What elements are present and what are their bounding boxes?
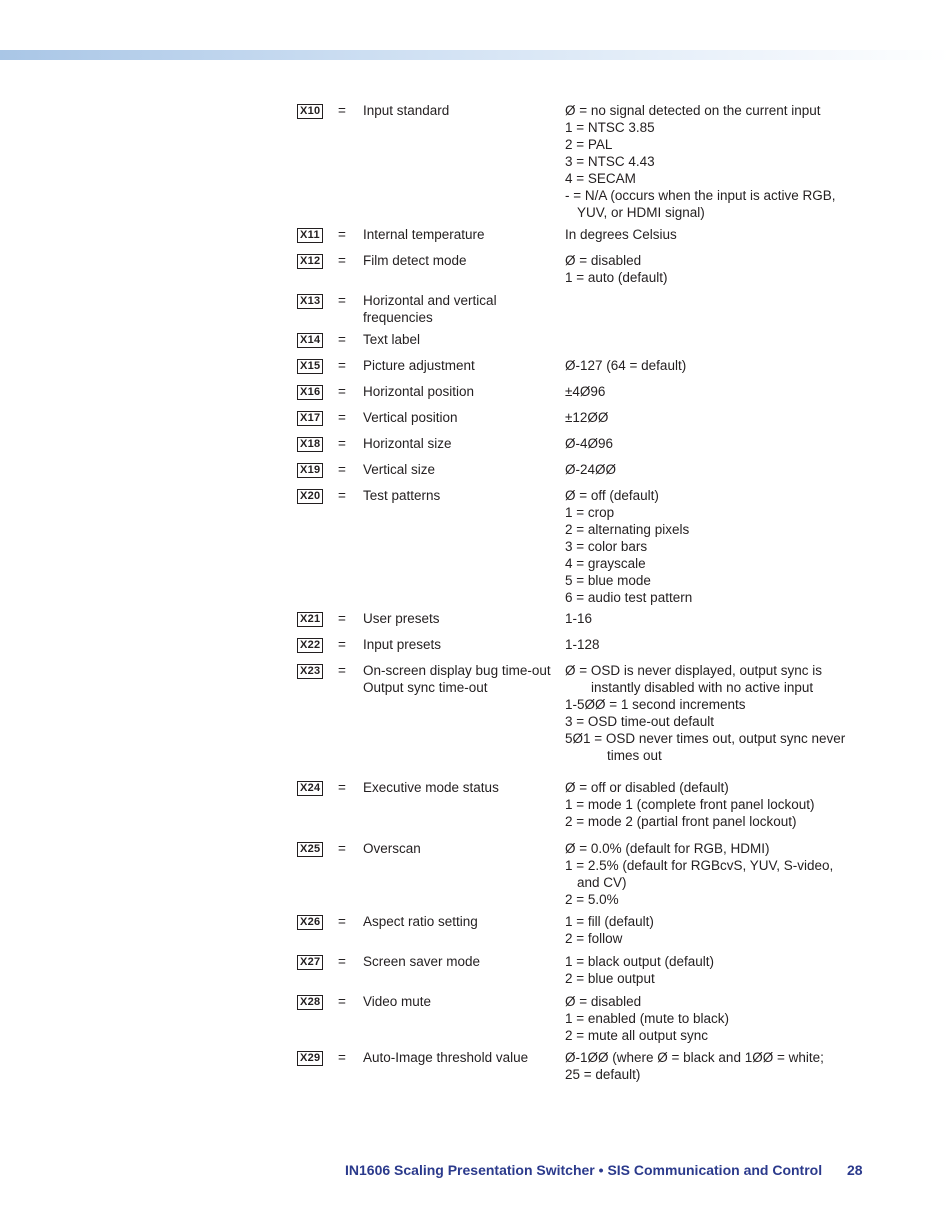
variable-key-box: X10: [297, 104, 323, 119]
variable-key-box: X25: [297, 842, 323, 857]
value-line: 2 = follow: [565, 931, 623, 946]
description-line: Vertical position: [363, 410, 458, 425]
variable-key-box: X14: [297, 333, 323, 348]
description-line: Horizontal position: [363, 384, 475, 399]
value-line: Ø = disabled: [565, 253, 642, 268]
variable-key-box: X17: [297, 411, 323, 426]
value-line: Ø-127 (64 = default): [565, 358, 687, 373]
value-line: 1 = crop: [565, 505, 615, 520]
equals-sign: =: [338, 410, 346, 425]
variable-values: [565, 435, 865, 452]
variable-values: [565, 913, 865, 947]
variable-values: [565, 383, 865, 400]
description-line: Input presets: [363, 637, 442, 652]
value-line: - = N/A (occurs when the input is active RGB,: [565, 188, 836, 203]
value-line: 1 = NTSC 3.85: [565, 120, 655, 135]
value-line: 2 = mode 2 (partial front panel lockout): [565, 814, 797, 829]
value-line: 1 = 2.5% (default for RGBcvS, YUV, S-video,: [565, 858, 834, 873]
description-line: Executive mode status: [363, 780, 499, 795]
value-line: 3 = color bars: [565, 539, 648, 554]
description-line: Aspect ratio setting: [363, 914, 478, 929]
variable-description: [363, 331, 558, 348]
variable-description: [363, 487, 558, 504]
variable-description: [363, 409, 558, 426]
value-line: Ø-24ØØ: [565, 462, 617, 477]
variable-key-box: X16: [297, 385, 323, 400]
variable-values: [565, 993, 865, 1044]
variable-description: [363, 610, 558, 627]
variable-key-box: X13: [297, 294, 323, 309]
description-line: User presets: [363, 611, 440, 626]
value-line: 1-128: [565, 637, 600, 652]
variable-description: [363, 913, 558, 930]
value-line: 2 = mute all output sync: [565, 1028, 708, 1043]
equals-sign: =: [338, 384, 346, 399]
equals-sign: =: [338, 994, 346, 1009]
value-line: 1 = fill (default): [565, 914, 654, 929]
description-line: Horizontal and vertical: [363, 293, 497, 308]
variable-description: [363, 383, 558, 400]
value-line: 3 = OSD time-out default: [565, 714, 714, 729]
variable-description: [363, 102, 558, 119]
variable-description: [363, 840, 558, 857]
variable-values: [565, 487, 865, 606]
variable-values: [565, 357, 865, 374]
variable-key-box: X24: [297, 781, 323, 796]
value-line: 2 = alternating pixels: [565, 522, 690, 537]
variable-key-box: X18: [297, 437, 323, 452]
page-number: 28: [847, 1162, 863, 1178]
value-line: 2 = 5.0%: [565, 892, 619, 907]
description-line: Auto-Image threshold value: [363, 1050, 529, 1065]
variable-key-box: X27: [297, 955, 323, 970]
description-line: Picture adjustment: [363, 358, 475, 373]
equals-sign: =: [338, 663, 346, 678]
value-line: 3 = NTSC 4.43: [565, 154, 655, 169]
description-line: Film detect mode: [363, 253, 467, 268]
variable-values: [565, 636, 865, 653]
variable-values: [565, 779, 865, 830]
variable-values: [565, 409, 865, 426]
variable-key-box: X28: [297, 995, 323, 1010]
value-line: 5 = blue mode: [565, 573, 651, 588]
variable-key-box: X20: [297, 489, 323, 504]
value-line: 4 = grayscale: [565, 556, 646, 571]
value-line: 6 = audio test pattern: [565, 590, 693, 605]
equals-sign: =: [338, 293, 346, 308]
variable-values: [565, 662, 865, 764]
value-line: 1 = mode 1 (complete front panel lockout): [565, 797, 815, 812]
variable-description: [363, 226, 558, 243]
equals-sign: =: [338, 436, 346, 451]
variable-key-box: X21: [297, 612, 323, 627]
variable-values: [565, 610, 865, 627]
value-line: 1 = auto (default): [565, 270, 668, 285]
variable-key-box: X26: [297, 915, 323, 930]
variable-values: [565, 226, 865, 243]
variable-values: [565, 953, 865, 987]
value-line: Ø = no signal detected on the current input: [565, 103, 821, 118]
description-line: Video mute: [363, 994, 432, 1009]
value-line: Ø-1ØØ (where Ø = black and 1ØØ = white;: [565, 1050, 824, 1065]
description-line: Screen saver mode: [363, 954, 481, 969]
variable-description: [363, 993, 558, 1010]
description-line: Output sync time-out: [363, 680, 488, 695]
variable-description: [363, 252, 558, 269]
variable-description: [363, 435, 558, 452]
value-line: 5Ø1 = OSD never times out, output sync never: [565, 731, 846, 746]
value-line: instantly disabled with no active input: [591, 680, 814, 695]
description-line: Vertical size: [363, 462, 436, 477]
equals-sign: =: [338, 488, 346, 503]
value-line: Ø = off (default): [565, 488, 659, 503]
description-line: Internal temperature: [363, 227, 485, 242]
variable-description: [363, 636, 558, 653]
value-line: Ø-4Ø96: [565, 436, 614, 451]
variable-description: [363, 662, 558, 696]
value-line: 1 = enabled (mute to black): [565, 1011, 729, 1026]
description-line: Overscan: [363, 841, 421, 856]
equals-sign: =: [338, 611, 346, 626]
variable-description: [363, 357, 558, 374]
equals-sign: =: [338, 841, 346, 856]
equals-sign: =: [338, 103, 346, 118]
value-line: In degrees Celsius: [565, 227, 677, 242]
variable-description: [363, 953, 558, 970]
equals-sign: =: [338, 358, 346, 373]
equals-sign: =: [338, 780, 346, 795]
value-line: Ø = OSD is never displayed, output sync is: [565, 663, 822, 678]
variable-description: [363, 292, 558, 326]
variable-key-box: X11: [297, 228, 323, 243]
equals-sign: =: [338, 637, 346, 652]
variable-values: [565, 1049, 865, 1083]
value-line: Ø = disabled: [565, 994, 642, 1009]
variable-values: [565, 252, 865, 286]
description-line: On-screen display bug time-out: [363, 663, 551, 678]
value-line: ±4Ø96: [565, 384, 606, 399]
variable-description: [363, 461, 558, 478]
variable-key-box: X29: [297, 1051, 323, 1066]
description-line: frequencies: [363, 310, 433, 325]
equals-sign: =: [338, 227, 346, 242]
value-line: 2 = blue output: [565, 971, 655, 986]
variable-values: [565, 461, 865, 478]
value-line: ±12ØØ: [565, 410, 609, 425]
equals-sign: =: [338, 332, 346, 347]
variable-description: [363, 1049, 558, 1066]
value-line: Ø = 0.0% (default for RGB, HDMI): [565, 841, 770, 856]
description-line: Test patterns: [363, 488, 441, 503]
equals-sign: =: [338, 914, 346, 929]
value-line: times out: [607, 748, 662, 763]
variable-key-box: X23: [297, 664, 323, 679]
value-line: and CV): [577, 875, 627, 890]
value-line: 4 = SECAM: [565, 171, 636, 186]
equals-sign: =: [338, 954, 346, 969]
footer-title: IN1606 Scaling Presentation Switcher • SIS Communication and Control: [345, 1162, 823, 1178]
equals-sign: =: [338, 253, 346, 268]
value-line: 1-5ØØ = 1 second increments: [565, 697, 746, 712]
equals-sign: =: [338, 1050, 346, 1065]
description-line: Input standard: [363, 103, 450, 118]
value-line: 2 = PAL: [565, 137, 613, 152]
variable-values: [565, 102, 865, 221]
value-line: 1-16: [565, 611, 593, 626]
header-gradient-bar: [0, 50, 950, 60]
variable-key-box: X19: [297, 463, 323, 478]
variable-description: [363, 779, 558, 796]
value-line: YUV, or HDMI signal): [577, 205, 705, 220]
description-line: Horizontal size: [363, 436, 452, 451]
value-line: Ø = off or disabled (default): [565, 780, 729, 795]
variable-values: [565, 840, 865, 908]
equals-sign: =: [338, 462, 346, 477]
variable-key-box: X12: [297, 254, 323, 269]
variable-key-box: X22: [297, 638, 323, 653]
variable-key-box: X15: [297, 359, 323, 374]
description-line: Text label: [363, 332, 421, 347]
value-line: 1 = black output (default): [565, 954, 714, 969]
value-line: 25 = default): [565, 1067, 641, 1082]
